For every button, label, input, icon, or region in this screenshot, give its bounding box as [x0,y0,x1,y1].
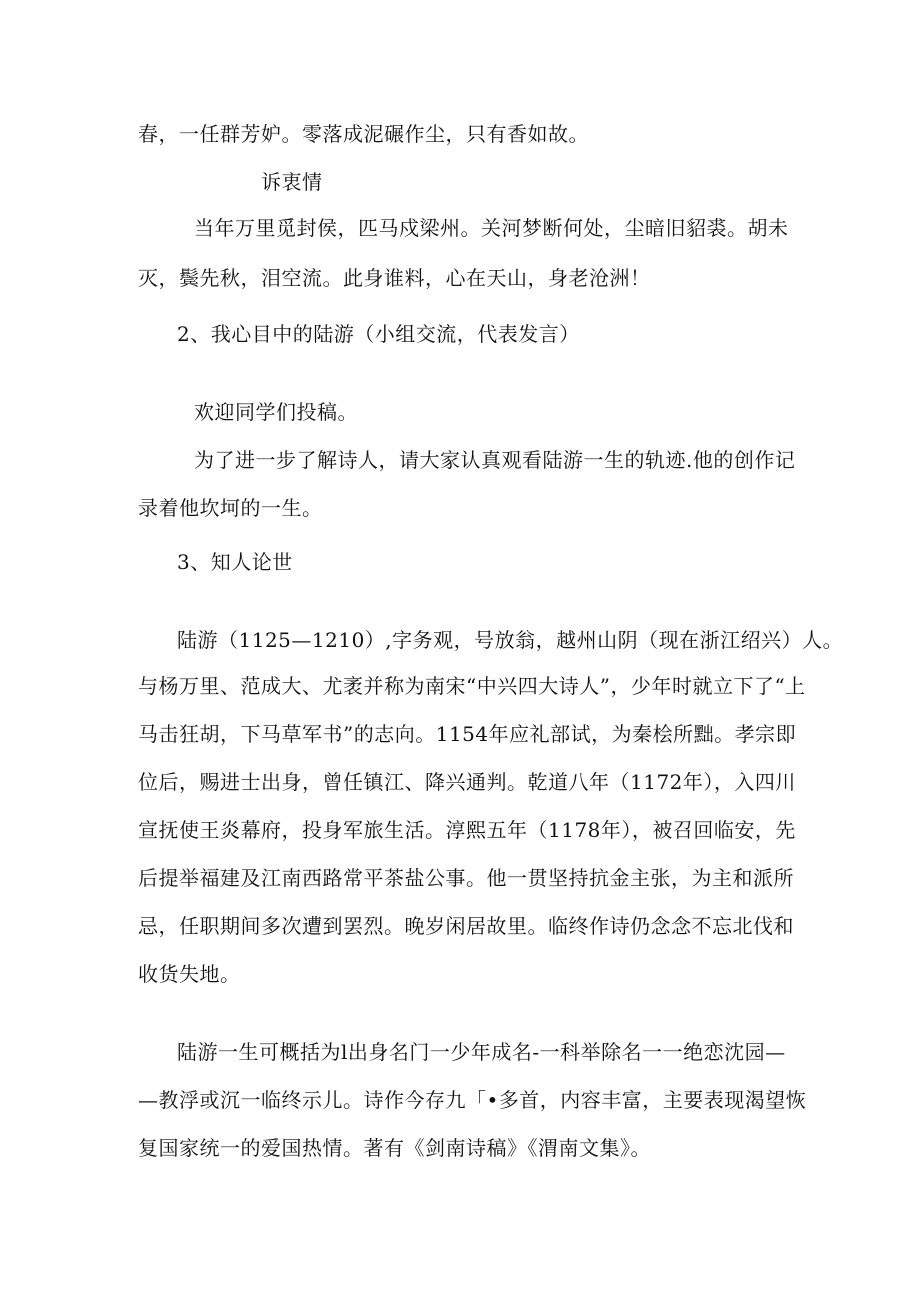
bio-line: 马击狂胡，下马草军书”的志向。1154年应礼部试，为秦桧所黜。孝宗即 [138,722,797,746]
paragraph-line: 为了进一步了解诗人，请大家认真观看陆游一生的轨迹.他的创作记 [194,448,796,472]
poem-end-line: 春，一任群芳妒。零落成泥碾作尘，只有香如故。 [138,122,589,146]
bio-line: 陆游（1125—1210）,字务观，号放翁，越州山阴（现在浙江绍兴）人。 [177,628,844,652]
poem-line: 当年万里觅封侯，匹马戍梁州。关河梦断何处，尘暗旧貂裘。胡未 [194,216,789,240]
summary-line: 陆游一生可概括为l出身名门一少年成名-一科举除名一一绝恋沈园— [177,1040,786,1064]
paragraph-line: 录着他坎坷的一生。 [138,496,323,520]
poem-line: 灭，鬓先秋，泪空流。此身谁料，心在天山，身老沧洲！ [138,266,651,290]
bio-line: 后提举福建及江南西路常平茶盐公事。他一贯坚持抗金主张，为主和派所 [138,866,794,890]
section-heading: 3、知人论世 [177,550,293,574]
bio-line: 收货失地。 [138,962,241,986]
poem-title: 诉衷情 [261,170,323,194]
bio-line: 宣抚使王炎幕府，投身军旅生活。淳熙五年（1178年），被召回临安，先 [138,818,796,842]
bio-line: 与杨万里、范成大、尤袤并称为南宋“中兴四大诗人”，少年时就立下了“上 [138,674,806,698]
section-heading: 2、我心目中的陆游（小组交流，代表发言） [177,322,580,346]
summary-line: 复国家统一的爱国热情。著有《剑南诗稿》《渭南文集》。 [138,1136,651,1160]
paragraph-line: 欢迎同学们投稿。 [194,400,358,424]
bio-line: 位后，赐进士出身，曾任镇江、降兴通判。乾道八年（1172年），入四川 [138,770,796,794]
summary-line: —教浮或沉一临终示儿。诗作今存九「•多首，内容丰富，主要表现渴望恢 [138,1088,807,1112]
bio-line: 忌，任职期间多次遭到罢烈。晚岁闲居故里。临终作诗仍念念不忘北伐和 [138,914,794,938]
